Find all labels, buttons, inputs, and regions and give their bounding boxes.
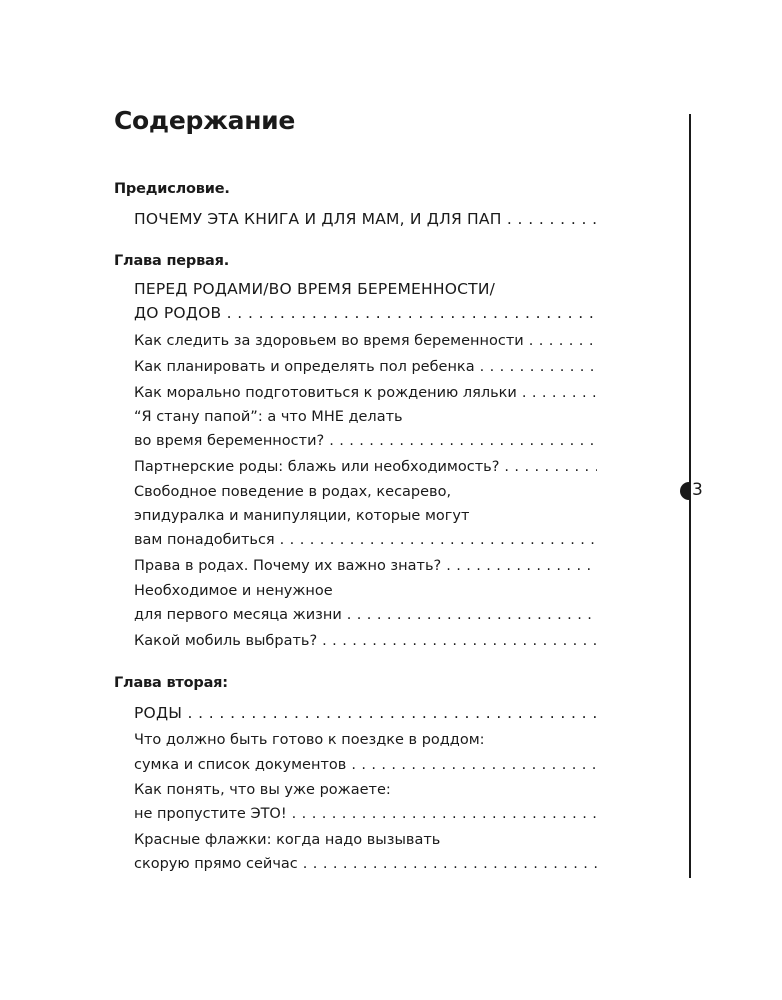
toc-entry[interactable] bbox=[134, 302, 597, 324]
page-title: Содержание bbox=[114, 106, 296, 135]
toc-entry[interactable] bbox=[134, 580, 597, 602]
toc-entry-text: для первого месяца жизни . . . bbox=[134, 607, 597, 623]
toc-entry[interactable] bbox=[134, 529, 597, 551]
toc-entry[interactable] bbox=[134, 356, 597, 378]
toc-entry-text: вам понадобиться . . . bbox=[134, 532, 597, 548]
toc-entry[interactable] bbox=[134, 456, 597, 478]
toc-entry-text: ПОЧЕМУ ЭТА КНИГА И ДЛЯ МАМ, И ДЛЯ ПАП . . . bbox=[134, 210, 597, 228]
page-marker-icon bbox=[676, 481, 690, 501]
toc-entry-text: Партнерские роды: блажь или необходимость? . . . bbox=[134, 459, 597, 475]
toc-entry-text: Как следить за здоровьем во время беременности . . . bbox=[134, 333, 597, 349]
toc-entry-text: Свободное поведение в родах, кесарево, bbox=[134, 484, 452, 500]
toc-entry[interactable] bbox=[134, 729, 597, 751]
page-number: 3 bbox=[692, 480, 703, 500]
toc-entry[interactable] bbox=[134, 630, 597, 652]
toc-entry[interactable] bbox=[134, 208, 597, 230]
toc-entry[interactable] bbox=[134, 779, 597, 801]
toc-entry[interactable] bbox=[134, 406, 597, 428]
toc-entry[interactable] bbox=[134, 330, 597, 352]
toc-entry-text: сумка и список документов . . . bbox=[134, 757, 597, 773]
toc-entry[interactable] bbox=[134, 829, 597, 851]
section-heading-chapter-1: Глава первая. bbox=[114, 253, 230, 269]
toc-entry-text: Какой мобиль выбрать? . . . bbox=[134, 633, 597, 649]
toc-entry[interactable] bbox=[134, 505, 597, 527]
toc-entry[interactable] bbox=[134, 430, 597, 452]
toc-entry[interactable] bbox=[134, 604, 597, 626]
toc-entry[interactable] bbox=[134, 555, 597, 577]
toc-entry[interactable] bbox=[134, 481, 597, 503]
toc-entry-text: Необходимое и ненужное bbox=[134, 583, 333, 599]
toc-entry-text: ПЕРЕД РОДАМИ/ВО ВРЕМЯ БЕРЕМЕННОСТИ/ bbox=[134, 280, 496, 298]
toc-entry-text: эпидуралка и манипуляции, которые могут bbox=[134, 508, 470, 524]
section-heading-preface: Предисловие. bbox=[114, 181, 230, 197]
toc-entry[interactable] bbox=[134, 382, 597, 404]
toc-entry-text: Что должно быть готово к поездке в роддом: bbox=[134, 732, 485, 748]
toc-entry-text: Как морально подготовиться к рождению ляльки . . . bbox=[134, 385, 597, 401]
toc-entry-text: “Я стану папой”: а что МНЕ делать bbox=[134, 409, 403, 425]
toc-entry-text: ДО РОДОВ . . . bbox=[134, 304, 597, 322]
toc-entry-text: Красные флажки: когда надо вызывать bbox=[134, 832, 441, 848]
toc-entry-text: во время беременности? . . . bbox=[134, 433, 597, 449]
toc-entry-text: Права в родах. Почему их важно знать? . . . bbox=[134, 558, 597, 574]
toc-entry[interactable] bbox=[134, 754, 597, 776]
toc-entry-text: не пропустите ЭТО! . . . bbox=[134, 806, 597, 822]
toc-entry-text: Как планировать и определять пол ребенка . . . bbox=[134, 359, 597, 375]
toc-entry[interactable] bbox=[134, 803, 597, 825]
toc-entry-text: РОДЫ . . . bbox=[134, 704, 597, 722]
toc-entry[interactable] bbox=[134, 702, 597, 724]
toc-entry[interactable] bbox=[134, 853, 597, 875]
toc-entry[interactable] bbox=[134, 278, 597, 300]
toc-entry-text: Как понять, что вы уже рожаете: bbox=[134, 782, 391, 798]
toc-entry-text: скорую прямо сейчас . . . bbox=[134, 856, 597, 872]
section-heading-chapter-2: Глава вторая: bbox=[114, 675, 228, 691]
